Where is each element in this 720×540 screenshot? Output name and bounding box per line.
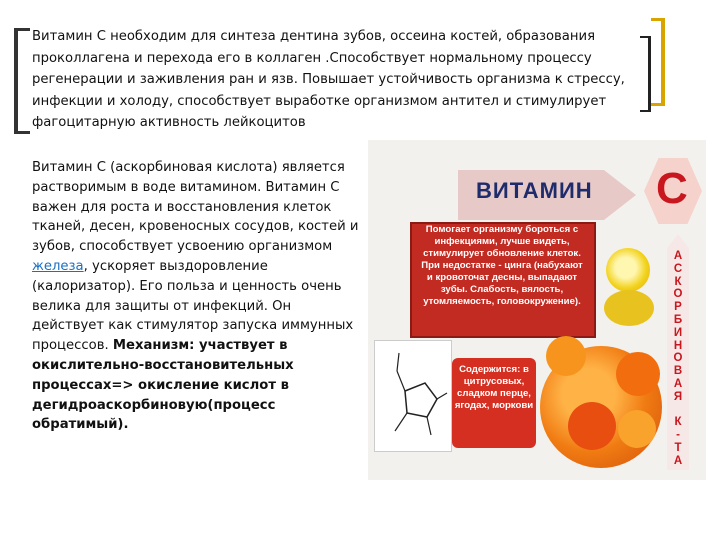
orange-fruit <box>616 352 660 396</box>
definition-text: Витамин С (аскорбиновая кислота) является растворимым в воде витамином. Витамин С важен для роста и восстановления клеток тканей, десен, кровеносных сосудов, костей и зубов, способствует усвоению организмом <box>32 160 359 255</box>
vertical-letter: К <box>674 416 682 429</box>
vertical-letter: Я <box>673 390 683 403</box>
vertical-letter: - <box>676 429 680 442</box>
sources-text: Содержится: в цитрусовых, сладком перце, ягодах, моркови <box>454 364 534 411</box>
left-bracket <box>14 28 30 134</box>
vertical-letter: Б <box>673 313 683 326</box>
vertical-letter: О <box>673 288 683 301</box>
vitamin-c-infographic <box>368 140 706 480</box>
orange-fruit <box>546 336 586 376</box>
vertical-letter: Т <box>674 441 682 454</box>
benefits-text: Помогает организму бороться с инфекциями, лучше видеть, стимулирует обновление клеток. При недостатке - цинга (набухают и кровоточат десны, выпадают зубы. Слабость, вялость, утомляемость, головокружение). <box>421 224 583 307</box>
vertical-letter: С <box>673 262 683 275</box>
molecule-svg <box>375 341 451 451</box>
vertical-letter: Н <box>673 339 683 352</box>
molecule-structure-image <box>374 340 452 452</box>
vitamin-letter: C <box>656 164 688 213</box>
vertical-letter: О <box>673 352 683 365</box>
vertical-letter: И <box>673 326 683 339</box>
infographic-title: ВИТАМИН <box>476 178 593 203</box>
intro-paragraph: Витамин С необходим для синтеза дентина зубов, оссеина костей, образования проколлагена и перехода его в коллаген .Способствует нормальному процессу регенерации и заживления ран и язв. Повышает устойчивость организма к стрессу, инфекции и холоду, способствует выработке организмом антител и стимулирует фагоцитарную активность лейкоцитов <box>32 29 625 130</box>
vertical-letter <box>668 404 688 417</box>
lemon-image <box>606 248 650 292</box>
iron-link[interactable]: железа <box>32 258 84 274</box>
vertical-letter: В <box>673 365 683 378</box>
mechanism-text: Механизм: участвует в окислительно-восстановительных процессах=> окисление кислот в дегидроаскорбиновую(процесс обратимый). <box>32 338 294 433</box>
vertical-letter: А <box>673 250 683 262</box>
lemon-half-image <box>604 290 654 326</box>
vertical-letter: А <box>673 454 683 467</box>
vertical-letter: Р <box>674 301 682 314</box>
pepper-fruit <box>568 402 616 450</box>
vertical-letter: К <box>674 275 682 288</box>
vertical-letter: А <box>673 377 683 390</box>
definition-text-cont: , ускоряет выздоровление (калоризатор). Его польза и ценность очень велика для защиты от инфекций. Он действует как стимулятор запуска иммунных процессов. <box>32 258 354 354</box>
orange-fruit <box>618 410 656 448</box>
definition-paragraph <box>32 158 364 435</box>
vertical-label <box>668 250 688 468</box>
